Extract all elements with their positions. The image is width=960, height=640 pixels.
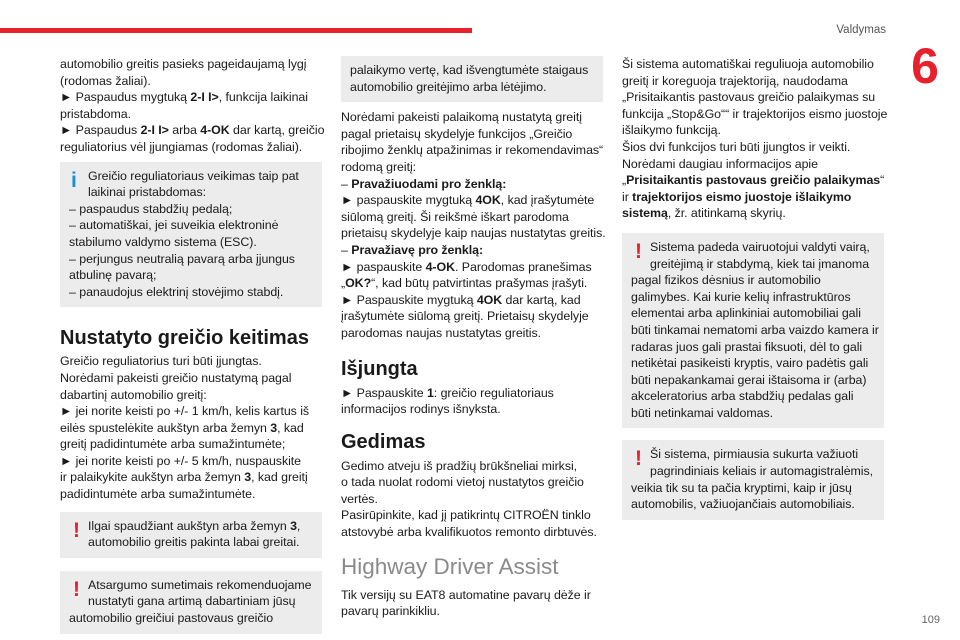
text-line: dabartinį automobilio greitį: (60, 387, 207, 402)
paragraph (622, 56, 888, 222)
text-line: ► Paspaudus 2-I I> arba 4-OK dar kartą, greičio (60, 123, 325, 138)
text-line: Sistema padeda vairuotojui valdyti vairą, (650, 239, 870, 254)
text-line: ► Paspauskite mygtuką 4OK dar kartą, kad (341, 292, 581, 307)
text-line: ► jei norite keisti po +/- 5 km/h, nuspauskite (60, 453, 302, 468)
text-line: radaras juos gali prastai fiksuoti, dėl to gali (631, 339, 863, 354)
warning-box-continued (341, 56, 603, 102)
text-line: o tada nuolat rodomi vietoj nustatytos greičio (341, 475, 584, 490)
text-line: – paspaudus stabdžių pedalą; (69, 201, 233, 216)
text-line: netikėtai pasikeisti kryptis, vairo padėtis gali (631, 356, 869, 371)
text-line: Gedimo atveju iš pradžių brūkšneliai mirksi, (341, 458, 578, 473)
column-1 (60, 56, 325, 634)
text-line: padidintumėte arba sumažintumėte. (60, 487, 256, 502)
column-2 (341, 56, 606, 620)
text-line: Norėdami daugiau informacijos apie (622, 156, 818, 171)
text-line: automobilio greitėjimo arba lėtėjimo. (350, 79, 547, 94)
text-line: veikia tik su ta pačia kryptimi, kaip ir jūsų (631, 480, 852, 495)
warning-icon: ! (73, 518, 80, 542)
text-line: pristabdoma. (60, 106, 132, 121)
text-line: Tik versijų su EAT8 automatine pavarų dėže ir (341, 587, 591, 602)
text-line: – automatiškai, jei suveikia elektroninė (69, 218, 279, 233)
text-line: palaikymo vertę, kad išvengtumėte staigaus (350, 63, 589, 77)
text-line: rodomą greitį: (341, 159, 417, 174)
info-icon: i (71, 168, 77, 192)
text-line: pagrindiniais keliais ir automagistralėmis, (650, 464, 874, 479)
text-line: Ši sistema, pirmiausia sukurta važiuoti (650, 447, 859, 462)
text-line: Pasirūpinkite, kad jį patikrintų CITROËN tinklo (341, 508, 591, 523)
text-line: ribojimo ženklų atpažinimas ir rekomendavimas“ (341, 143, 604, 158)
text-line: „Prisitaikantis pastovaus greičio palaikymas su (622, 90, 876, 105)
text-line: funkcija „Stop&Go““ ir trajektorijos eismo juostoje (622, 106, 888, 121)
text-line: eilės spustelėkite aukštyn arba žemyn 3, kad (60, 420, 304, 435)
text-line: – perjungus neutralią pavarą arba įjungus (69, 251, 295, 266)
text-line: būti tinkamai nematomi arba vaizdo kamera ir (631, 322, 879, 337)
paragraph (341, 385, 603, 418)
text-line: ► paspauskite 4-OK. Parodomas pranešimas (341, 259, 592, 274)
section-heading: Išjungta (341, 357, 418, 380)
text-line: būti nepakankamai gerai ištaisoma ir (arba) (631, 372, 867, 387)
text-line: siūlomą greitį. Ši reikšmė iškart parodoma (341, 209, 569, 224)
header-accent-bar (0, 28, 472, 33)
text-line: būti netinkamai valdomas. (631, 405, 774, 420)
section-title: Highway Driver Assist (341, 553, 559, 579)
text-line: Ilgai spaudžiant aukštyn arba žemyn 3, (88, 518, 301, 533)
text-line: greitį padidintumėte arba sumažintumėte; (60, 437, 286, 452)
paragraph (341, 109, 606, 341)
text-line: informacijos rodinys išnyksta. (341, 402, 501, 417)
text-line: Greičio reguliatoriaus veikimas taip pat (88, 168, 299, 183)
text-line: Ši sistema automatiškai reguliuoja automobilio (622, 57, 874, 71)
text-line: reguliatorius vėl įjungiamas (rodomas žaliai). (60, 139, 303, 154)
text-line: išlaikymo funkciją. (622, 123, 721, 138)
text-line: „OK?“, kad būtų patvirtintas prašymas įrašyti. (341, 276, 588, 291)
header-title: Valdymas (836, 24, 886, 36)
text-line: galimybes. Kai kurie kelių infrastruktūros (631, 289, 851, 304)
text-line: pagal fizikos dėsnius ir automobilio (631, 273, 821, 288)
text-line: Norėdami pakeisti greičio nustatymą pagal (60, 370, 292, 385)
text-line: greitėjimą ir stabdymą, kiek tai įmanoma (650, 256, 870, 271)
chapter-number: 6 (911, 38, 939, 94)
text-line: stabilumo valdymo sistema (ESC). (69, 234, 257, 249)
warning-icon: ! (73, 577, 80, 601)
text-line: pagal prietaisų skydelyje funkcijos „Greičio (341, 126, 573, 141)
page-number: 109 (921, 614, 940, 626)
text-line: sistemą, žr. atitinkamą skyrių. (622, 206, 786, 221)
warning-icon: ! (635, 447, 642, 471)
text-line: ► Paspauskite 1: greičio reguliatoriaus (341, 385, 554, 400)
text-line: „Prisitaikantis pastovaus greičio palaikymas“ (622, 173, 885, 188)
text-line: ir palaikykite aukštyn arba žemyn 3, kad greitį (60, 470, 308, 485)
text-line: (rodomas žaliai). (60, 73, 151, 88)
paragraph (60, 353, 322, 502)
paragraph (341, 458, 603, 541)
text-line: automobilio greitis pasieks pageidaujamą lygį (60, 57, 307, 71)
paragraph (60, 56, 325, 156)
text-line: atstovybė arba kvalifikuotos remonto dirbtuvės. (341, 525, 597, 540)
text-line: Norėdami pakeisti palaikomą nustatytą greitį (341, 110, 582, 125)
warning-icon: ! (635, 239, 642, 263)
section-heading: Nustatyto greičio keitimas (60, 327, 309, 350)
text-line: nustatyti gana artimą dabartiniam jūsų (88, 594, 296, 609)
text-line: automobilis, važiuojančiais automobiliais. (631, 497, 855, 512)
text-line: ir trajektorijos eismo juostoje išlaikymo (622, 189, 852, 204)
text-line: automobilio greičiui pastovaus greičio (69, 611, 274, 626)
section-heading: Gedimas (341, 430, 426, 453)
text-line: Greičio reguliatorius turi būti įjungtas. (60, 354, 262, 369)
paragraph (341, 587, 603, 620)
text-line: parodomas naujas nustatytas greitis. (341, 325, 542, 340)
text-line: akceleratorius arba stabdžių pedalas gali (631, 389, 854, 404)
text-line: ► paspauskite mygtuką 4OK, kad įrašytumėte (341, 193, 595, 208)
text-line: – panaudojus elektrinį stovėjimo stabdį. (69, 284, 284, 299)
warning-box (60, 512, 322, 558)
text-line: ► Paspaudus mygtuką 2-I I>, funkcija laikinai (60, 90, 308, 105)
text-line: greitį ir koreguoja trajektoriją, naudodama (622, 73, 848, 88)
text-line: vertės. (341, 491, 378, 506)
text-line: pavarų parinkikliu. (341, 604, 440, 619)
warning-box (60, 571, 322, 634)
info-box (60, 162, 322, 308)
text-line: automobilio greitis pakinta labai greitai. (88, 535, 300, 550)
text-line: ► jei norite keisti po +/- 1 km/h, kelis kartus iš (60, 404, 310, 419)
text-line: elementai arba aplinkiniai automobiliai gali (631, 306, 861, 321)
text-line: atbulinę pavarą; (69, 268, 157, 283)
warning-box (622, 233, 884, 429)
text-line: – Pravažiavę pro ženklą: (341, 242, 484, 257)
column-3 (622, 56, 888, 520)
text-line: laikinai pristabdomas: (88, 185, 207, 200)
text-line: – Pravažiuodami pro ženklą: (341, 176, 507, 191)
warning-box (622, 440, 884, 519)
text-line: Šios dvi funkcijos turi būti įjungtos ir veikti. (622, 139, 851, 154)
text-line: Atsargumo sumetimais rekomenduojame (88, 577, 312, 592)
text-line: įrašytumėte siūlomą greitį. Prietaisų skydelyje (341, 309, 589, 324)
text-line: prietaisų skydelyje kaip naujas nustatytas greitis. (341, 226, 606, 241)
